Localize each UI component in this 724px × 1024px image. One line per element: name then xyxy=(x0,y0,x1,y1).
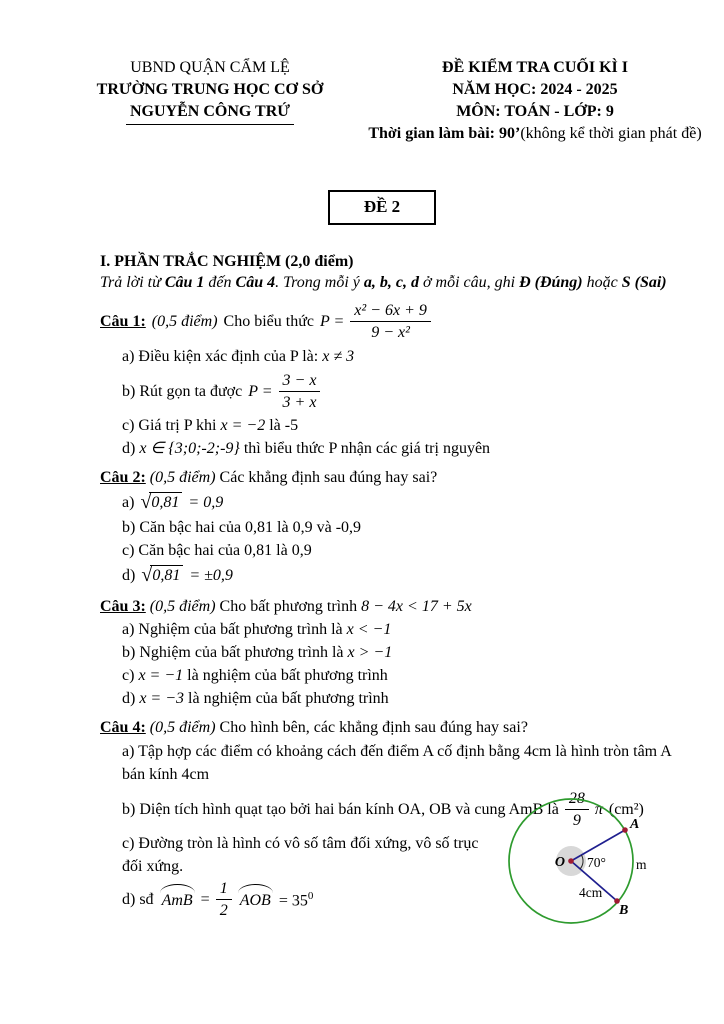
item-math: x = −3 xyxy=(139,690,185,707)
question-3-item-c xyxy=(100,664,690,687)
radicand: 0,81 xyxy=(150,565,183,586)
section-title: I. PHẦN TRẮC NGHIỆM (2,0 điểm) xyxy=(100,253,354,270)
exam-header xyxy=(0,0,724,145)
exam-duration xyxy=(354,123,716,145)
question-1 xyxy=(100,297,690,460)
fraction-numerator: 28 xyxy=(565,789,589,810)
item-math: x = −1 xyxy=(138,667,184,684)
issuer-district: UBND QUẬN CẨM LỆ xyxy=(130,59,290,76)
item-math: = ±0,9 xyxy=(189,567,233,584)
question-3-item-d xyxy=(100,687,690,710)
point-a-dot xyxy=(622,827,628,833)
question-3-head xyxy=(100,595,690,618)
question-4-label: Câu 4: xyxy=(100,719,146,736)
section-instruction xyxy=(100,272,690,294)
instruction-dung: Đ (Đúng) xyxy=(519,274,583,291)
item-math: x > −1 xyxy=(347,644,393,661)
question-2-intro: Các khẳng định sau đúng hay sai? xyxy=(219,469,438,486)
question-3-points: (0,5 điểm) xyxy=(149,598,216,615)
question-2-item-b: b) Căn bậc hai của 0,81 là 0,9 và -0,9 xyxy=(122,519,362,536)
formula-p-fraction xyxy=(350,301,431,342)
question-4-item-a: a) Tập hợp các điểm có khoảng cách đến điểm A cố định bằng 4cm là hình tròn tâm A bán kính 4cm xyxy=(122,743,671,783)
unit-label: (cm²) xyxy=(608,800,644,818)
formula-p-lhs: P = xyxy=(319,312,345,330)
item-text: b) Diện tích hình quạt tạo bởi hai bán kính OA, OB và cung AmB là xyxy=(122,800,559,818)
question-2 xyxy=(100,466,690,589)
exam-title: ĐỀ KIỂM TRA CUỐI KÌ I xyxy=(442,59,628,76)
label-radius: 4cm xyxy=(579,885,603,900)
exam-duration-note: (không kể thời gian phát đề) xyxy=(520,125,702,142)
question-4-intro: Cho hình bên, các khẳng định sau đúng hay sai? xyxy=(219,719,528,736)
instruction-text: hoặc xyxy=(582,274,622,291)
item-text: là -5 xyxy=(269,417,299,434)
fraction-denominator: 2 xyxy=(219,901,228,919)
question-1-label: Câu 1: xyxy=(100,312,146,330)
question-2-points: (0,5 điểm) xyxy=(149,469,216,486)
inequality: 8 − 4x < 17 + 5x xyxy=(361,598,472,615)
issuer-school-type: TRƯỜNG TRUNG HỌC CƠ SỞ xyxy=(96,81,324,98)
exam-code-box xyxy=(328,190,436,225)
instruction-text: . Trong mỗi ý xyxy=(275,274,364,291)
exponent-zero: 0 xyxy=(307,890,314,903)
arc-amb: AmB xyxy=(160,887,195,912)
item-text: c) xyxy=(122,667,135,684)
issuer-school-name: NGUYỄN CÔNG TRỨ xyxy=(126,101,294,125)
instruction-cau1: Câu 1 xyxy=(164,274,205,291)
circle-diagram xyxy=(503,791,653,941)
item-text: là nghiệm của bất phương trình xyxy=(187,667,388,684)
exam-year: NĂM HỌC: 2024 - 2025 xyxy=(452,81,618,98)
fraction-denominator: 9 xyxy=(572,811,581,829)
item-text: d) xyxy=(122,690,136,707)
instruction-text: Trả lời từ xyxy=(100,274,165,291)
question-1-item-c xyxy=(100,414,690,437)
item-math: x = −2 xyxy=(220,417,266,434)
equals-sign: = xyxy=(200,890,210,908)
item-text: c) Giá trị P khi xyxy=(122,417,217,434)
fraction xyxy=(216,879,232,920)
question-1-points: (0,5 điểm) xyxy=(151,312,218,330)
question-2-item-a xyxy=(100,489,690,516)
fraction-denominator: 9 − x² xyxy=(371,323,410,341)
question-3 xyxy=(100,595,690,710)
radical-sign: √ xyxy=(141,564,153,586)
question-2-label: Câu 2: xyxy=(100,469,146,486)
item-text: a) Điều kiện xác định của P là: xyxy=(122,348,319,365)
item-math: x ∈ {3;0;-2;-9} xyxy=(139,440,240,457)
item-text: d) xyxy=(122,567,136,584)
question-2-item-d xyxy=(100,562,690,589)
label-arc-m: m xyxy=(636,857,647,872)
instruction-text: ở mỗi câu, ghi xyxy=(418,274,520,291)
instruction-text: đến xyxy=(204,274,236,291)
item-text: a) xyxy=(122,494,135,511)
question-4-points: (0,5 điểm) xyxy=(149,719,216,736)
instruction-sai: S (Sai) xyxy=(621,274,667,291)
fraction-numerator: 3 − x xyxy=(279,371,321,392)
item-text: d) sđ xyxy=(122,890,154,908)
arc-aob: AOB xyxy=(238,887,273,912)
item-math: P = xyxy=(248,382,273,400)
issuer-block xyxy=(72,57,348,145)
question-1-intro: Cho biểu thức xyxy=(223,312,314,330)
sqrt-expression xyxy=(141,565,183,586)
label-a: A xyxy=(630,817,640,832)
question-3-item-b xyxy=(100,641,690,664)
question-3-label: Câu 3: xyxy=(100,598,146,615)
sqrt-expression xyxy=(140,492,182,513)
instruction-abcd: a, b, c, d xyxy=(363,274,419,291)
fraction-numerator: 1 xyxy=(216,879,232,900)
pi-symbol: π xyxy=(594,800,603,818)
item-math: x ≠ 3 xyxy=(322,348,355,365)
question-1-head xyxy=(100,297,690,345)
exam-subject: MÔN: TOÁN - LỚP: 9 xyxy=(456,103,614,120)
point-o-dot xyxy=(568,858,574,864)
label-o: O xyxy=(554,855,565,870)
item-text: là nghiệm của bất phương trình xyxy=(188,690,389,707)
item-text: a) Nghiệm của bất phương trình là xyxy=(122,621,343,638)
question-1-item-d xyxy=(100,437,690,460)
question-1-item-b xyxy=(100,368,690,414)
exam-duration-bold: Thời gian làm bài: 90’ xyxy=(368,125,521,142)
item-text: b) Nghiệm của bất phương trình là xyxy=(122,644,344,661)
radical-sign: √ xyxy=(140,491,152,513)
item-text: b) Rút gọn ta được xyxy=(122,382,243,400)
exam-title-block xyxy=(354,57,716,145)
question-3-intro: Cho bất phương trình xyxy=(219,598,358,615)
question-2-item-c: c) Căn bậc hai của 0,81 là 0,9 xyxy=(122,542,312,559)
fraction xyxy=(279,371,321,412)
question-4-head xyxy=(100,716,690,739)
fraction-numerator: x² − 6x + 9 xyxy=(350,301,431,322)
question-2-head xyxy=(100,466,690,489)
question-4-item-c: c) Đường tròn là hình có vô số tâm đối xứng, vô số trục đối xứng. xyxy=(122,835,479,875)
item-text: d) xyxy=(122,440,136,457)
instruction-cau4: Câu 4 xyxy=(235,274,276,291)
radicand: 0,81 xyxy=(149,492,182,513)
item-text: thì biểu thức P nhận các giá trị nguyên xyxy=(243,440,491,457)
question-1-item-a xyxy=(100,345,690,368)
degree-value xyxy=(279,885,314,912)
item-math: = 35 xyxy=(278,892,308,910)
item-math: = 0,9 xyxy=(188,494,224,511)
exam-code: ĐỀ 2 xyxy=(363,197,401,216)
item-math: x < −1 xyxy=(346,621,392,638)
question-3-item-a xyxy=(100,618,690,641)
fraction-denominator: 3 + x xyxy=(282,393,317,411)
label-b: B xyxy=(619,903,629,918)
label-angle: 70° xyxy=(587,855,606,870)
